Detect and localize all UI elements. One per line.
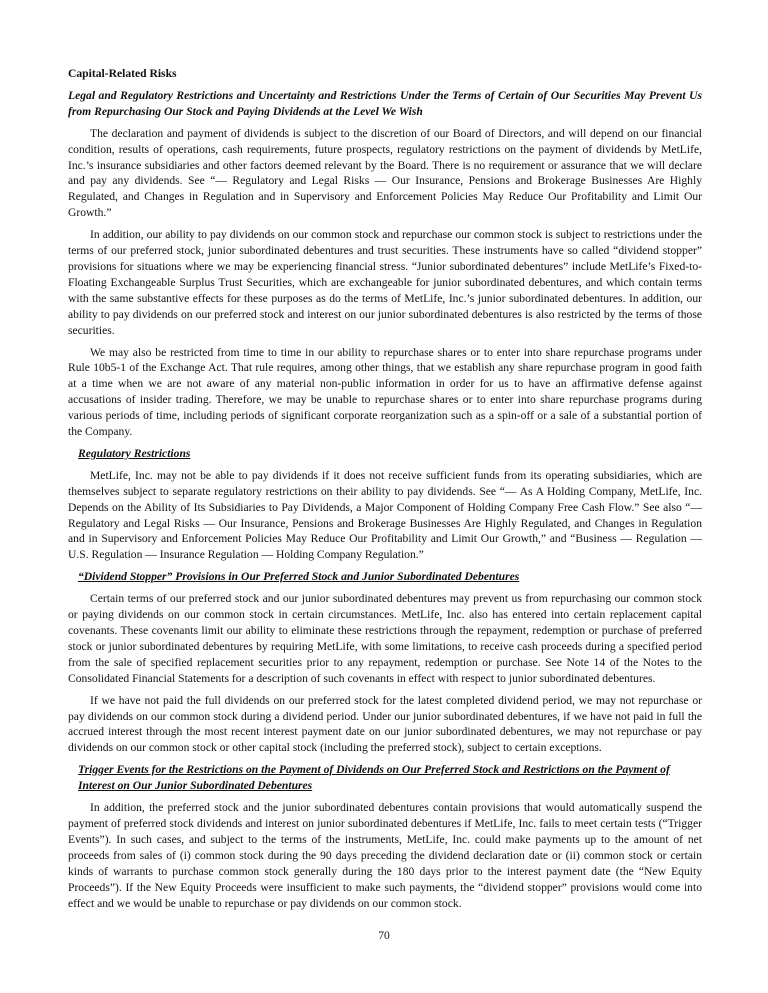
paragraph: The declaration and payment of dividends is subject to the discretion of our Board of Directors, and will depend on our financial condition, results of operations, cash requirements, future prospects, regulatory restrictions on the payment of dividends by MetLife, Inc.’s insurance subsidiaries and other factors deemed relevant by the Board. There is no requirement or assurance that we will declare and pay any dividends. See “— Regulatory and Legal Risks — Our Insurance, Pensions and Brokerage Businesses Are Highly Regulated, and Changes in Regulation and in Supervisory and Enforcement Policies May Reduce Our Profitability and Limit Our Growth.” (68, 126, 702, 220)
paragraph: In addition, the preferred stock and the junior subordinated debentures contain provisions that would automatically suspend the payment of preferred stock dividends and interest on junior subordinated debentures if MetLife, Inc. fails to meet certain tests (“Trigger Events”). In such cases, and subject to the terms of the instruments, MetLife, Inc. could make payments up to the amount of net proceeds from sales of (i) common stock during the 90 days preceding the dividend declaration date or (ii) common stock or certain kinds of warrants to purchase common stock generally during the 180 days prior to the interest payment date (the “New Equity Proceeds”). If the New Equity Proceeds were insufficient to make such payments, the “dividend stopper” provisions would come into effect and we would be unable to repurchase or pay dividends on our common stock. (68, 801, 702, 910)
section-title: Capital-Related Risks (68, 67, 177, 80)
subsection-heading-regulatory-restrictions: Regulatory Restrictions (78, 446, 191, 460)
document-page (68, 66, 702, 917)
subsection-heading-dividend-stopper: “Dividend Stopper” Provisions in Our Preferred Stock and Junior Subordinated Debentures (78, 570, 520, 584)
paragraph: MetLife, Inc. may not be able to pay dividends if it does not receive sufficient funds from its operating subsidiaries, which are themselves subject to separate regulatory restrictions on their ability to pay dividends. See “— As A Holding Company, MetLife, Inc. Depends on the Ability of Its Subsidiaries to Pay Dividends, a Major Component of Holding Company Free Cash Flow.” See also “— Regulatory and Legal Risks — Our Insurance, Pensions and Brokerage Businesses Are Highly Regulated, and Changes in Regulation and in Supervisory and Enforcement Policies May Reduce Our Profitability and Limit Our Growth,” and “Business — Regulation — U.S. Regulation — Insurance Regulation — Holding Company Regulation.” (68, 468, 702, 562)
paragraph: We may also be restricted from time to time in our ability to repurchase shares or to enter into share repurchase programs under Rule 10b5-1 of the Exchange Act. That rule requires, among other things, that we establish any share repurchase program in good faith at a time when we are not aware of any material non-public information in order for us to have an affirmative defense against accusations of insider trading. Therefore, we may be unable to repurchase shares or to enter into share repurchase programs during various periods of time, including periods of significant corporate reorganization such as a spin-off or a sale of a substantial portion of the Company. (68, 345, 702, 439)
paragraph: In addition, our ability to pay dividends on our common stock and repurchase our common stock is subject to restrictions under the terms of our preferred stock, junior subordinated debentures and trust securities. These instruments have so called “dividend stopper” provisions for situations where we may be experiencing financial stress. “Junior subordinated debentures” include MetLife’s Fixed-to-Floating Exchangeable Surplus Trust Securities, which are exchangeable for junior subordinated debentures, and which contain terms with the same substantive effects for these purposes as do the terms of MetLife, Inc.’s junior subordinated debentures. In addition, our ability to pay dividends on our preferred stock and interest on our junior subordinated debentures is also restricted by the terms of those securities. (68, 228, 702, 337)
page-number: 70 (378, 929, 390, 942)
subsection-heading-trigger-events: Trigger Events for the Restrictions on the Payment of Dividends on Our Preferred Stock and Restrictions on the Payment of Interest on Our Junior Subordinated Debentures (78, 763, 670, 793)
risk-factor-title: Legal and Regulatory Restrictions and Uncertainty and Restrictions Under the Terms of Certain of Our Securities May Prevent Us from Repurchasing Our Stock and Paying Dividends at the Level We Wish (68, 88, 702, 118)
paragraph: If we have not paid the full dividends on our preferred stock for the latest completed dividend period, we may not repurchase or pay dividends on our common stock during a dividend period. Under our junior subordinated debentures, if we have not paid in full the accrued interest through the most recent interest payment date on our junior subordinated debentures, we may not repurchase or pay dividends on our common stock or other capital stock (including the preferred stock), subject to certain exceptions. (68, 693, 702, 755)
paragraph: Certain terms of our preferred stock and our junior subordinated debentures may prevent us from repurchasing our common stock or paying dividends on our common stock in certain circumstances. MetLife, Inc. also has entered into certain replacement capital covenants. These covenants limit our ability to eliminate these restrictions through the repayment, redemption or purchase of preferred stock or junior subordinated debentures by requiring MetLife, with some limitations, to receive cash proceeds during a specified period from the sale of specified replacement securities prior to any repayment, redemption or purchase. See Note 14 of the Notes to the Consolidated Financial Statements for a description of such covenants in effect with respect to junior subordinated debentures. (68, 592, 702, 685)
